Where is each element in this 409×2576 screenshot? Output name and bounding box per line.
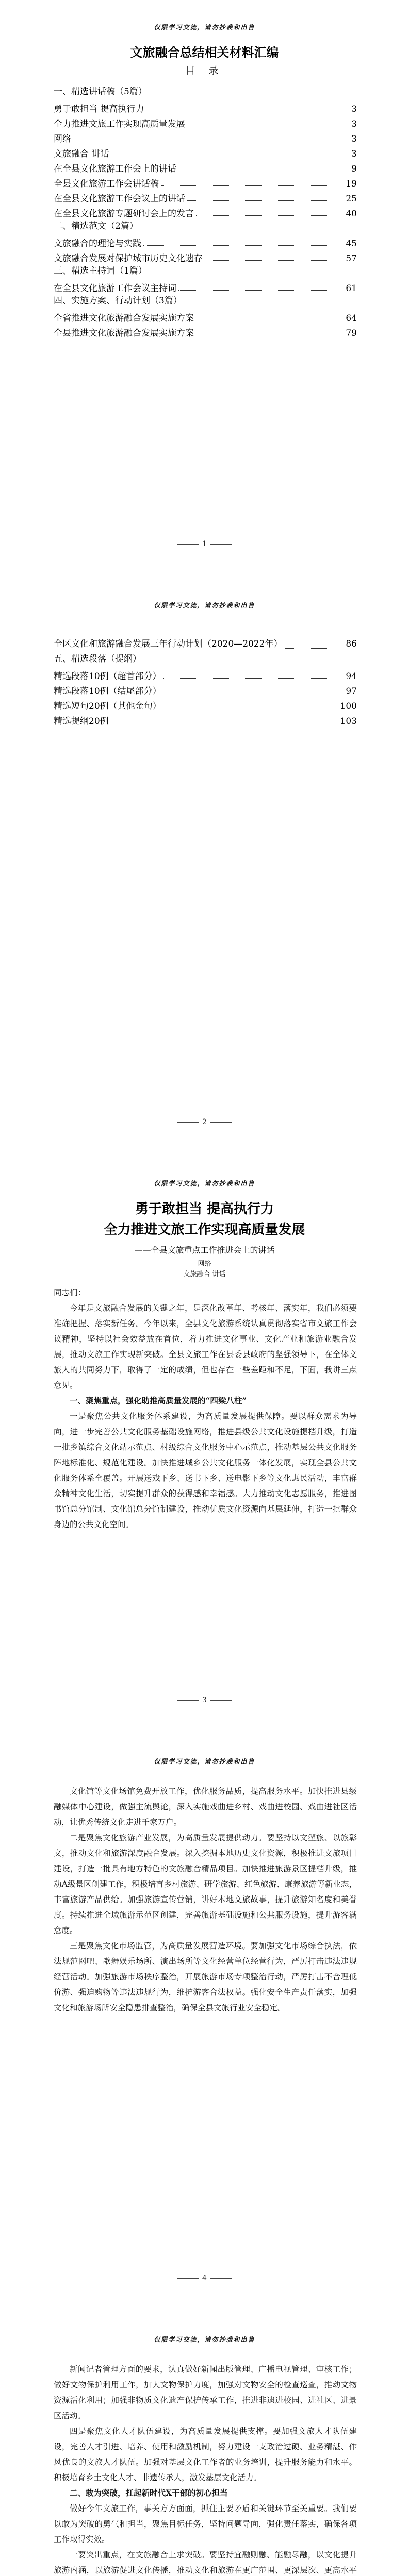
article-body xyxy=(54,1285,357,1532)
toc-entry-title: 在全县文化旅游工作会上的讲话 xyxy=(54,164,176,174)
document-page-2 xyxy=(0,578,409,1156)
paragraph: 做好今年文旅工作，事关方方面面，抓住主要矛盾和关键环节至关重要。我们要以敢为突破的勇气和担当，聚焦目标任务，坚持问题导向，强化责任落实，确保各项工作取得实效。 xyxy=(54,2504,357,2544)
toc-subtitle: 目 录 xyxy=(185,65,224,76)
document-page-1 xyxy=(0,0,409,578)
toc-entry-title: 文旅融合的理论与实践 xyxy=(54,239,141,249)
paragraph: 今年是文旅融合发展的关键之年，是深化改革年、考核年、落实年，我们必须要准确把握、落实新任务。今年以来，全县文化旅游系统认真贯彻落实省市文旅工作会议精神，坚持以社会效益放在首位，着力推进文化事业、文化产业和旅游业融合发展，推动文旅工作实现新突破。全县文旅工作在县委县政府的坚强领导下，在全体文旅人的共同努力下，取得了一定的成绩，但也存在一些差距和不足，下面，我讲三点意见。 xyxy=(54,1303,357,1390)
toc-entry[interactable] xyxy=(54,324,357,338)
toc-entry-page: 3 xyxy=(351,134,357,144)
toc-entry[interactable] xyxy=(54,174,357,189)
toc-leader-dots xyxy=(178,290,343,291)
article-title-line2: 全力推进文旅工作实现高质量发展 xyxy=(104,1222,305,1238)
paragraph: 三是聚焦文化市场监管，为高质量发展营造环境。要加强文化市场综合执法，依法规范网吧、歌舞娱乐场所、演出场所等文化经营单位经营行为，严厉打击违法违规经营活动。加强旅游市场秩序整治，开展旅游市场专项整治行动，严厉打击不合理低价游、强迫购物等违法违规行为，维护游客合法权益。强化安全生产责任落实，加强文化和旅游场所安全隐患排查整治，确保全县文旅行业安全稳定。 xyxy=(54,1941,357,2012)
toc-entry-title: 全省推进文化旅游融合发展实施方案 xyxy=(54,313,194,324)
toc-entry-page: 64 xyxy=(346,313,357,324)
toc-entry-page: 86 xyxy=(346,639,357,649)
paragraph: 新闻记者管理方面的要求，认真做好新闻出版管理、广播电视管理、审核工作；做好文物保护利用工作，加大文物保护力度，加强对文物安全的检查巡查，推动文物资源活化利用；加强非物质文化遗产保护传承工作，推进非遗进校园、进社区、进景区活动。 xyxy=(54,2365,357,2420)
toc-entry[interactable] xyxy=(54,204,357,219)
toc-entry-page: 3 xyxy=(351,119,357,129)
toc-entry[interactable] xyxy=(54,189,357,204)
paragraph: 一是聚焦公共文化服务体系建设，为高质量发展提供保障。要以群众需求为导向，进一步完善公共文化服务基础设施网络，推进县级公共文化设施提档升级，打造一批乡镇综合文化站示范点、村级综合文化服务中心示范点，推动基层公共文化服务阵地标准化、规范化建设。加快推进城乡公共文化服务一体化发展，实现全县公共文化服务体系全覆盖。开展送戏下乡、送书下乡、送电影下乡等文化惠民活动，丰富群众精神文化生活，切实提升群众的获得感和幸福感。大力推动文化志愿服务，推进图书馆总分馆制、文化馆总分馆制建设，推动优质文化资源向基层延伸，打造一批群众身边的公共文化空间。 xyxy=(54,1412,357,1529)
watermark: 仅限学习交流，请勿抄袭和出售 xyxy=(154,1180,255,1187)
toc-leader-dots xyxy=(205,260,343,261)
toc-entry-title: 文旅融合 讲话 xyxy=(54,149,109,159)
toc-entry[interactable] xyxy=(54,159,357,174)
toc-entry-page: 9 xyxy=(351,164,357,174)
toc-list xyxy=(54,637,357,726)
toc-entry[interactable] xyxy=(54,249,357,264)
toc-leader-dots xyxy=(285,648,344,649)
document-page-4 xyxy=(0,1734,409,2312)
toc-entry-page: 61 xyxy=(346,283,357,294)
toc-entry-title: 在全县文化旅游工作会议主持词 xyxy=(54,283,176,294)
toc-entry-page: 3 xyxy=(351,149,357,159)
toc-entry-page: 100 xyxy=(340,701,357,711)
section-heading: 二、敢为突破，扛起新时代X干部的初心担当 xyxy=(70,2488,228,2498)
document-page-5 xyxy=(0,2312,409,2576)
page-number: 2 xyxy=(0,1118,409,1126)
toc-entry[interactable] xyxy=(54,114,357,129)
paragraph: 同志们： xyxy=(54,1288,86,1297)
article-tag: 文旅融合 讲话 xyxy=(183,1270,226,1278)
toc-entry[interactable] xyxy=(54,99,357,114)
page-number: 3 xyxy=(0,1696,409,1704)
toc-entry-title: 全力推进文旅工作实现高质量发展 xyxy=(54,119,185,129)
toc-entry[interactable] xyxy=(54,309,357,324)
document-page-3 xyxy=(0,1156,409,1734)
paragraph: 文化馆等文化场馆免费开放工作，优化服务品质，提高服务水平。加快推进县级融媒体中心建设，做强主流舆论，深入实施戏曲进乡村、戏曲进校园、戏曲进社区活动，让优秀传统文化走进千家万户。 xyxy=(54,1787,357,1827)
toc-entry-page: 94 xyxy=(346,671,357,682)
toc-entry-title: 在全县文化旅游工作会议上的讲话 xyxy=(54,194,185,204)
toc-entry-page: 97 xyxy=(346,686,357,697)
toc-entry[interactable] xyxy=(54,637,357,652)
toc-entry[interactable] xyxy=(54,129,357,144)
section-heading: 一、聚焦重点，强化助推高质量发展的“四梁八柱” xyxy=(70,1396,247,1405)
paragraph: 四是聚焦文化人才队伍建设，为高质量发展提供支撑。要加强文旅人才队伍建设，完善人才引进、培养、使用和激励机制，努力建设一支政治过硬、业务精湛、作风优良的文旅人才队伍。加强对基层文化工作者的业务培训，提升服务能力和水平。积极培育乡土文化人才、非遗传承人，激发基层文化活力。 xyxy=(54,2427,357,2482)
toc-entry[interactable] xyxy=(54,279,357,294)
toc-entry-page: 3 xyxy=(351,104,357,114)
toc-section-heading: 一、精选讲话稿（5篇） xyxy=(54,87,147,97)
page-number: 4 xyxy=(0,2274,409,2282)
toc-section-heading: 三、精选主持词（1篇） xyxy=(54,266,147,276)
watermark: 仅限学习交流，请勿抄袭和出售 xyxy=(154,2336,255,2343)
toc-entry-title: 全区文化和旅游融合发展三年行动计划（2020—2022年） xyxy=(54,639,283,649)
toc-entry-page: 25 xyxy=(346,194,357,204)
toc-entry[interactable] xyxy=(54,711,357,726)
watermark: 仅限学习交流，请勿抄袭和出售 xyxy=(154,24,255,31)
toc-entry[interactable] xyxy=(54,697,357,711)
watermark: 仅限学习交流，请勿抄袭和出售 xyxy=(154,1758,255,1765)
toc-leader-dots xyxy=(163,678,344,679)
toc-entry-title: 全县推进文化旅游融合发展实施方案 xyxy=(54,328,194,338)
toc-entry-title: 全县文化旅游工作会讲话稿 xyxy=(54,179,159,189)
toc-section-heading: 二、精选范文（2篇） xyxy=(54,221,138,231)
toc-entry[interactable] xyxy=(54,667,357,682)
article-subtitle: ——全县文旅重点工作推进会上的讲话 xyxy=(134,1245,275,1255)
toc-entry-title: 网络 xyxy=(54,134,71,144)
article-body xyxy=(54,1784,357,2015)
paragraph: 一要突出重点，在文旅融合上求突破。要坚持宜融则融、能融尽融，以文化提升旅游内涵，以旅游促进文化传播，推动文化和旅游在更广范围、更深层次、更高水平 xyxy=(54,2550,357,2575)
toc-entry[interactable] xyxy=(54,234,357,249)
toc-entry-page: 57 xyxy=(346,253,357,264)
toc-entry-title: 精选段落10例（超首部分） xyxy=(54,671,161,682)
toc-entry-title: 精选提纲20例 xyxy=(54,716,109,726)
toc-entry-title: 文旅融合发展对保护城市历史文化遗存 xyxy=(54,253,203,264)
toc-entry-page: 45 xyxy=(346,239,357,249)
toc-entry[interactable] xyxy=(54,682,357,697)
toc-entry-page: 19 xyxy=(346,179,357,189)
watermark: 仅限学习交流，请勿抄袭和出售 xyxy=(154,602,255,609)
toc-entry-title: 精选段落10例（结尾部分） xyxy=(54,686,161,697)
toc-list xyxy=(54,84,357,338)
toc-leader-dots xyxy=(187,200,343,201)
article-body xyxy=(54,2362,357,2576)
toc-entry-page: 40 xyxy=(346,209,357,219)
toc-entry-title: 精选短句20例（其他金句） xyxy=(54,701,161,711)
article-title-line1: 勇于敢担当 提高执行力 xyxy=(135,1201,274,1217)
toc-section-heading: 五、精选段落（提纲） xyxy=(54,654,141,664)
page-number: 1 xyxy=(0,540,409,548)
toc-entry-page: 79 xyxy=(346,328,357,338)
toc-entry[interactable] xyxy=(54,144,357,159)
toc-section-heading: 四、实施方案、行动计划（3篇） xyxy=(54,296,182,306)
toc-entry-title: 勇于敢担当 提高执行力 xyxy=(54,104,144,114)
toc-leader-dots xyxy=(143,245,343,246)
toc-leader-dots xyxy=(161,185,343,186)
article-author: 网络 xyxy=(198,1260,211,1268)
toc-entry-page: 103 xyxy=(340,716,357,726)
toc-entry-title: 在全县文化旅游专题研讨会上的发言 xyxy=(54,209,194,219)
toc-leader-dots xyxy=(196,215,343,216)
paragraph: 二是聚焦文化旅游产业发展，为高质量发展提供动力。要坚持以文塑旅、以旅彰文，推动文化和旅游深度融合发展。深入挖掘本地历史文化资源，积极推进文旅项目建设，打造一批具有地方特色的文旅融合精品项目。加快推进旅游景区提档升级，推动A级景区创建工作，积极培育乡村旅游、研学旅游、红色旅游、康养旅游等新业态，丰富旅游产品供给。加强旅游宣传营销，讲好本地文旅故事，提升旅游知名度和美誉度。持续推进全域旅游示范区创建，完善旅游基础设施和公共服务设施，提升游客满意度。 xyxy=(54,1833,357,1935)
toc-title: 文旅融合总结相关材料汇编 xyxy=(130,45,279,60)
